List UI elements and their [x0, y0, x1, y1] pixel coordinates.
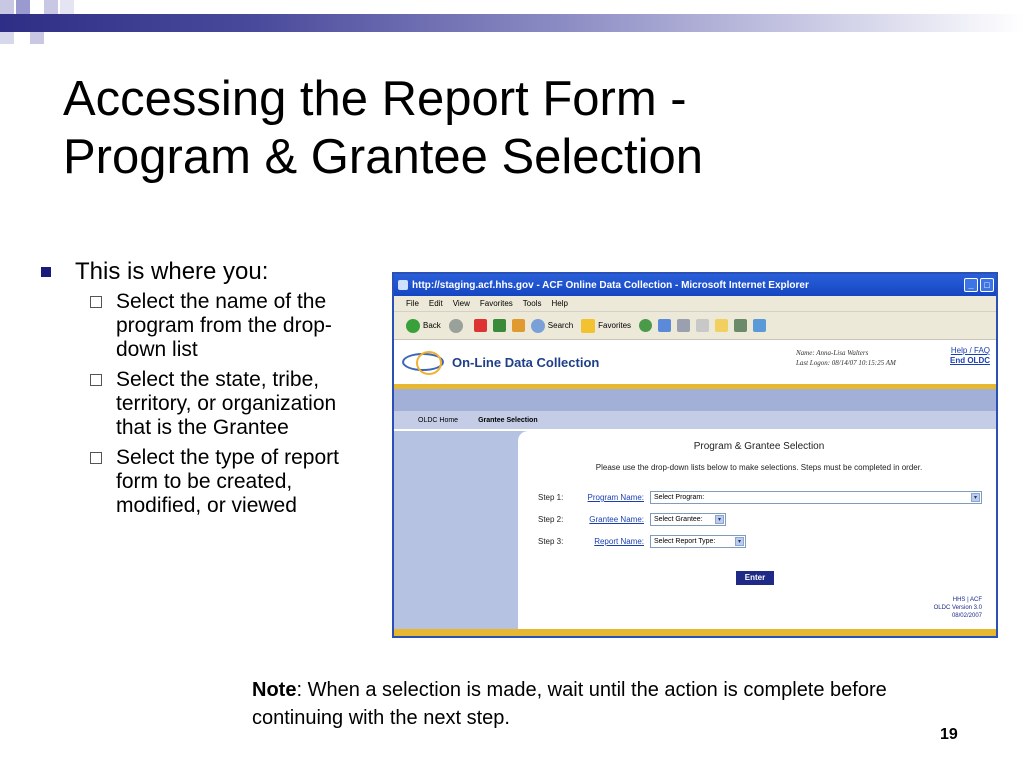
last-logon: Last Logon: 08/14/07 10:15:25 AM — [796, 359, 896, 367]
grantee-select[interactable] — [650, 513, 726, 526]
program-name-link[interactable]: Program Name: — [587, 493, 644, 502]
sub-bullet — [90, 368, 358, 440]
breadcrumb — [394, 411, 996, 429]
folder-icon[interactable] — [715, 319, 728, 332]
slide-title-line-2: Program & Grantee Selection — [63, 130, 704, 184]
app-header — [394, 340, 996, 384]
browser-title: http://staging.acf.hhs.gov - ACF Online Data Collection - Microsoft Internet Explorer — [412, 279, 809, 291]
app-name: On-Line Data Collection — [452, 354, 600, 370]
footer-date: 08/02/2007 — [951, 613, 982, 619]
sub-bullet-list — [90, 290, 358, 518]
sub-bullet-text: Select the state, tribe, territory, or organization that is the Grantee — [116, 368, 337, 439]
back-label: Back — [423, 321, 441, 330]
favorites-button[interactable] — [581, 319, 631, 333]
decor-square — [60, 0, 74, 14]
step-label: Step 1: — [538, 493, 564, 502]
edit-icon[interactable] — [696, 319, 709, 332]
header-links — [950, 346, 990, 366]
ie-icon — [398, 280, 408, 290]
report-select[interactable] — [650, 535, 746, 548]
note-text — [252, 676, 892, 732]
footer-hhs-acf[interactable]: HHS | ACF — [952, 597, 982, 603]
decor-square — [16, 0, 30, 14]
print-icon[interactable] — [677, 319, 690, 332]
blue-banner — [394, 389, 996, 411]
hollow-square-bullet-icon — [90, 296, 102, 308]
enter-button[interactable]: Enter — [736, 571, 774, 585]
decor-square — [30, 30, 44, 44]
home-icon[interactable] — [512, 319, 525, 332]
content-area — [394, 431, 998, 631]
decor-square — [0, 30, 14, 44]
program-select[interactable] — [650, 491, 982, 504]
slide-title-line-1: Accessing the Report Form - — [63, 72, 687, 126]
note-label: Note — [252, 679, 297, 701]
user-name: Name: Anna-Lisa Walters — [796, 349, 869, 357]
program-select-value: Select Program: — [654, 494, 705, 501]
browser-window — [392, 272, 998, 638]
menu-bar — [394, 296, 996, 312]
chevron-down-icon[interactable]: ▾ — [735, 537, 744, 546]
user-info — [796, 348, 896, 368]
bullet-main-text: This is where you: — [75, 258, 269, 285]
favorites-label: Favorites — [598, 321, 632, 330]
step-row-program — [538, 491, 982, 504]
search-label: Search — [547, 321, 574, 330]
report-select-value: Select Report Type: — [654, 538, 716, 545]
bullet-main — [38, 258, 358, 286]
back-button[interactable] — [406, 319, 441, 333]
step-row-grantee — [538, 513, 726, 526]
chevron-down-icon[interactable]: ▾ — [971, 493, 980, 502]
footer-version: OLDC Version 3.0 — [933, 605, 982, 611]
step-label: Step 2: — [538, 515, 564, 524]
hollow-square-bullet-icon — [90, 374, 102, 386]
research-icon[interactable] — [734, 319, 747, 332]
sub-bullet — [90, 290, 358, 362]
search-icon — [531, 319, 545, 333]
browser-title-bar — [394, 274, 996, 296]
nav-grantee-selection[interactable]: Grantee Selection — [478, 416, 538, 424]
gold-footer-bar — [394, 629, 998, 636]
app-footer — [934, 596, 982, 620]
nav-oldc-home[interactable]: OLDC Home — [418, 416, 459, 424]
star-icon — [581, 319, 595, 333]
minimize-button[interactable]: _ — [964, 278, 978, 292]
menu-tools[interactable]: Tools — [522, 299, 542, 308]
maximize-button[interactable]: □ — [980, 278, 994, 292]
grantee-select-value: Select Grantee: — [654, 516, 703, 523]
search-button[interactable] — [531, 319, 573, 333]
browser-toolbar — [394, 312, 996, 340]
menu-favorites[interactable]: Favorites — [479, 299, 513, 308]
end-oldc-link[interactable]: End OLDC — [950, 356, 990, 365]
forward-arrow-icon[interactable] — [449, 319, 463, 333]
chevron-down-icon[interactable]: ▾ — [715, 515, 724, 524]
slide-title — [63, 70, 993, 186]
page-number: 19 — [940, 726, 958, 743]
back-arrow-icon — [406, 319, 420, 333]
mail-icon[interactable] — [658, 319, 671, 332]
step-label: Step 3: — [538, 537, 564, 546]
report-name-link[interactable]: Report Name: — [594, 537, 644, 546]
sub-bullet-text: Select the name of the program from the drop-down list — [116, 290, 332, 361]
hollow-square-bullet-icon — [90, 452, 102, 464]
step-row-report — [538, 535, 746, 548]
decor-square — [44, 0, 58, 14]
decor-square — [0, 0, 14, 14]
panel-title: Program & Grantee Selection — [693, 441, 825, 452]
menu-file[interactable]: File — [406, 299, 419, 308]
messenger-icon[interactable] — [753, 319, 766, 332]
decor-gradient-bar — [0, 14, 1024, 32]
help-faq-link[interactable]: Help / FAQ — [950, 346, 990, 355]
sub-bullet-text: Select the type of report form to be created, modified, or viewed — [116, 446, 339, 517]
bullet-list — [38, 258, 358, 524]
panel-instructions: Please use the drop-down lists below to make selections. Steps must be completed in order. — [595, 463, 923, 472]
sub-bullet — [90, 446, 358, 518]
grantee-name-link[interactable]: Grantee Name: — [589, 515, 644, 524]
menu-edit[interactable]: Edit — [428, 299, 443, 308]
oldc-logo-icon — [402, 353, 444, 371]
refresh-icon[interactable] — [493, 319, 506, 332]
stop-icon[interactable] — [474, 319, 487, 332]
note-body: : When a selection is made, wait until the action is complete before continuing with the next step. — [252, 679, 887, 729]
history-icon[interactable] — [639, 319, 652, 332]
selection-panel — [518, 431, 998, 629]
menu-help[interactable]: Help — [551, 299, 568, 308]
menu-view[interactable]: View — [452, 299, 470, 308]
square-bullet-icon — [41, 267, 51, 277]
